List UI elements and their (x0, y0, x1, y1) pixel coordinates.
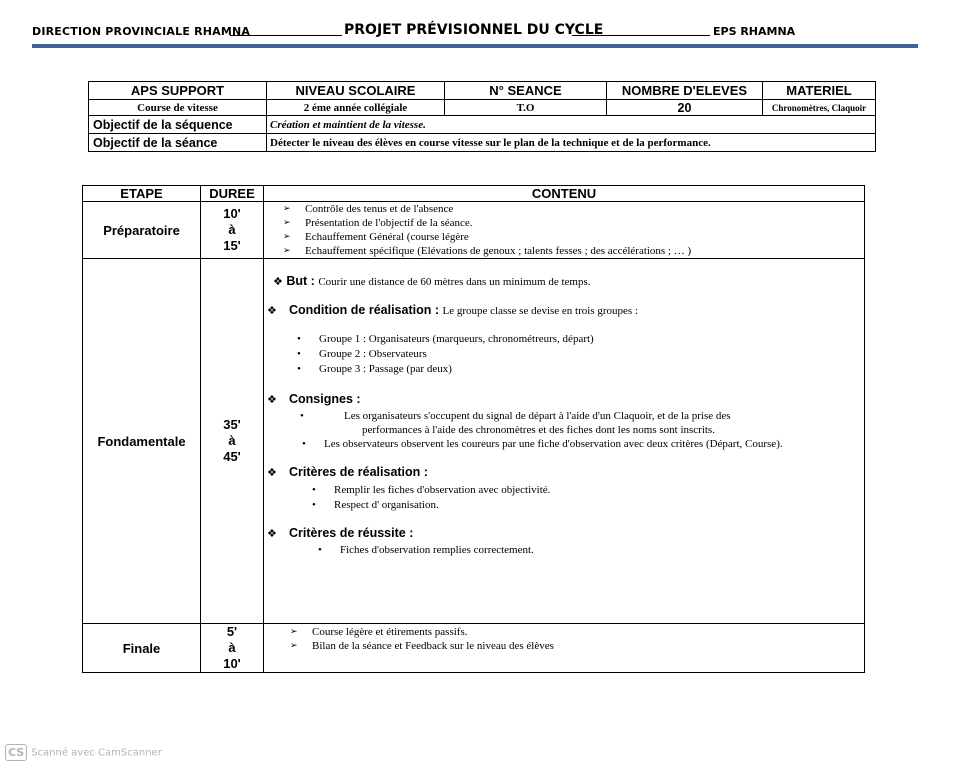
info-value-row (89, 100, 876, 116)
finale-item-text: Bilan de la séance et Feedback sur le niveau des élèves (312, 640, 554, 652)
sequence-label: Objectif de la séquence (89, 116, 267, 134)
info-value-seance: T.O (445, 100, 607, 116)
info-header-row (89, 82, 876, 100)
preparatoire-duration-to: 15' (223, 238, 241, 253)
header-direction: DIRECTION PROVINCIALE RHAMNA (32, 25, 251, 38)
criteres-reussite-section (267, 526, 413, 540)
round-bullet-icon: • (312, 499, 316, 511)
header-title: PROJET PRÉVISIONNEL DU CYCLE (344, 22, 604, 38)
lesson-header-contenu: CONTENU (264, 186, 865, 202)
list-item (312, 483, 550, 498)
list-item (283, 244, 864, 258)
list-item (300, 409, 783, 423)
camscanner-watermark (5, 744, 162, 761)
list-item (312, 498, 550, 513)
condition-section (267, 303, 638, 317)
group-text: Groupe 1 : Organisateurs (marqueurs, chronométreurs, départ) (319, 333, 594, 345)
round-bullet-icon: • (300, 410, 304, 422)
sequence-value: Création et maintient de la vitesse. (267, 116, 876, 134)
fondamentale-duration-from: 35' (223, 417, 241, 432)
info-value-eleves: 20 (607, 100, 763, 116)
list-item (283, 230, 864, 244)
consignes-list (300, 409, 783, 451)
preparatoire-duration-from: 10' (223, 206, 241, 221)
round-bullet-icon: • (297, 333, 301, 345)
document-header (32, 18, 922, 42)
preparatoire-duration-to-word: à (228, 222, 236, 237)
finale-duration (201, 624, 264, 673)
camscanner-logo: CS (5, 744, 27, 761)
consigne-continuation: performances à l'aide des chronomètres et des fiches dont les noms sont inscrits. (362, 424, 715, 436)
diamond-bullet-icon: ❖ (267, 304, 277, 317)
consigne-text: Les observateurs observent les coureurs par une fiche d'observation avec deux critères (Départ, Course). (324, 438, 783, 450)
list-item (297, 362, 594, 377)
criteres-realisation-section (267, 465, 428, 479)
lesson-header-etape: ETAPE (83, 186, 201, 202)
finale-row (83, 624, 865, 673)
finale-duration-from: 5' (226, 624, 238, 639)
finale-stage: Finale (83, 624, 201, 673)
preparatoire-item-text: Contrôle des tenus et de l'absence (305, 203, 454, 215)
lesson-table (82, 185, 865, 673)
consignes-section (267, 392, 361, 406)
critere-text: Fiches d'observation remplies correctement. (340, 544, 534, 556)
diamond-bullet-icon: ❖ (267, 393, 277, 406)
diamond-bullet-icon: ❖ (273, 275, 283, 288)
fondamentale-stage: Fondamentale (83, 259, 201, 624)
info-table (88, 81, 876, 152)
finale-list (264, 625, 864, 653)
arrow-bullet-icon: ➢ (283, 232, 291, 242)
seance-value: Détecter le niveau des élèves en course vitesse sur le plan de la technique et de la performance. (267, 134, 876, 152)
fondamentale-duration (201, 259, 264, 624)
round-bullet-icon: • (297, 363, 301, 375)
arrow-bullet-icon: ➢ (290, 641, 298, 651)
round-bullet-icon: • (297, 348, 301, 360)
finale-duration-to-word: à (228, 640, 236, 655)
but-section (273, 274, 591, 288)
condition-text: Le groupe classe se devise en trois groupes : (442, 305, 638, 317)
info-value-materiel: Chronomètres, Claquoir (763, 100, 876, 116)
list-item (283, 216, 864, 230)
list-item (302, 437, 783, 451)
list-item (290, 639, 864, 653)
arrow-bullet-icon: ➢ (283, 218, 291, 228)
info-header-materiel: MATERIEL (763, 82, 876, 100)
but-text: Courir une distance de 60 mètres dans un minimum de temps. (318, 276, 591, 288)
info-header-eleves: NOMBRE D'ELEVES (607, 82, 763, 100)
preparatoire-item-text: Echauffement spécifique (Elévations de genoux ; talents fesses ; des accélérations ; … ) (305, 245, 692, 257)
group-text: Groupe 3 : Passage (par deux) (319, 363, 452, 375)
preparatoire-duration (201, 202, 264, 259)
sequence-row (89, 116, 876, 134)
groups-list (297, 332, 594, 377)
fondamentale-duration-to: 45' (223, 449, 241, 464)
critere-text: Remplir les fiches d'observation avec objectivité. (334, 484, 551, 496)
arrow-bullet-icon: ➢ (283, 204, 291, 214)
seance-row (89, 134, 876, 152)
fondamentale-row (83, 259, 865, 624)
preparatoire-item-text: Echauffement Général (course légère (305, 231, 469, 243)
seance-label: Objectif de la séance (89, 134, 267, 152)
info-header-niveau: NIVEAU SCOLAIRE (267, 82, 445, 100)
header-rule (32, 44, 918, 48)
preparatoire-stage: Préparatoire (83, 202, 201, 259)
preparatoire-item-text: Présentation de l'objectif de la séance. (305, 217, 473, 229)
info-value-niveau: 2 éme année collégiale (267, 100, 445, 116)
list-item (297, 332, 594, 347)
diamond-bullet-icon: ❖ (267, 466, 277, 479)
criteres-realisation-label: Critères de réalisation : (289, 465, 428, 479)
round-bullet-icon: • (302, 438, 306, 450)
finale-item-text: Course légère et étirements passifs. (312, 626, 468, 638)
list-item (283, 202, 864, 216)
list-item (297, 347, 594, 362)
group-text: Groupe 2 : Observateurs (319, 348, 427, 360)
finale-duration-to: 10' (223, 656, 241, 671)
header-eps: EPS RHAMNA (713, 25, 796, 38)
list-item (290, 625, 864, 639)
round-bullet-icon: • (312, 484, 316, 496)
fondamentale-content (264, 259, 865, 624)
info-header-aps: APS SUPPORT (89, 82, 267, 100)
preparatoire-content (264, 202, 865, 259)
criteres-reussite-list (318, 543, 534, 558)
critere-text: Respect d' organisation. (334, 499, 439, 511)
preparatoire-row (83, 202, 865, 259)
criteres-realisation-list (312, 483, 550, 513)
diamond-bullet-icon: ❖ (267, 527, 277, 540)
camscanner-text: Scanné avec CamScanner (31, 747, 162, 759)
list-item (318, 543, 534, 558)
lesson-header-duree: DUREE (201, 186, 264, 202)
arrow-bullet-icon: ➢ (290, 627, 298, 637)
header-underline-1 (230, 35, 342, 36)
info-header-seance: N° SEANCE (445, 82, 607, 100)
criteres-reussite-label: Critères de réussite : (289, 526, 414, 540)
consignes-label: Consignes : (289, 392, 361, 406)
but-label: But : (286, 274, 315, 288)
info-value-aps: Course de vitesse (89, 100, 267, 116)
lesson-header-row (83, 186, 865, 202)
preparatoire-list (264, 202, 864, 258)
arrow-bullet-icon: ➢ (283, 246, 291, 256)
finale-content (264, 624, 865, 673)
fondamentale-duration-to-word: à (228, 433, 236, 448)
round-bullet-icon: • (318, 544, 322, 556)
consigne-text: Les organisateurs s'occupent du signal de départ à l'aide d'un Claquoir, et de la prise des (344, 410, 731, 422)
header-underline-2 (572, 35, 710, 36)
condition-label: Condition de réalisation : (289, 303, 440, 317)
